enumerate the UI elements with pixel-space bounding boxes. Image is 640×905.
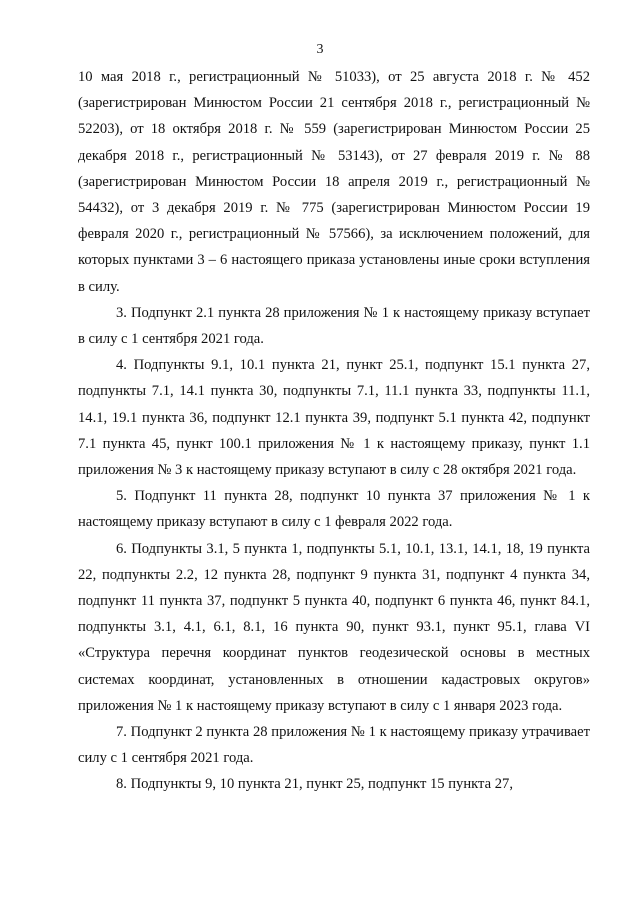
paragraph-8: 8. Подпункты 9, 10 пункта 21, пункт 25, подпункт 15 пункта 27, bbox=[116, 776, 513, 793]
page-number: 3 bbox=[316, 42, 324, 57]
document-body bbox=[78, 64, 590, 798]
paragraph-continuation: 10 мая 2018 г., регистрационный № 51033), от 25 августа 2018 г. № 452 (зарегистрирован Минюстом России 21 сентября 2018 г., регистрационный № 52203), от 18 октября 2018 г. № 559 (зарегистрирован Минюстом России 25 декабря 2018 г., регистрационный № 53143), от 27 февраля 2019 г. № 88 (зарегистрирован Минюстом России 18 апреля 2019 г., регистрационный № 54432), от 3 декабря 2019 г. № 775 (зарегистрирован Минюстом России 19 февраля 2020 г., регистрационный № 57566), за исключением положений, для которых пунктами 3 – 6 настоящего приказа установлены иные сроки вступления в силу. bbox=[78, 69, 590, 295]
paragraph-7: 7. Подпункт 2 пункта 28 приложения № 1 к настоящему приказу утрачивает силу с 1 сентября 2021 года. bbox=[78, 724, 590, 767]
paragraph-6: 6. Подпункты 3.1, 5 пункта 1, подпункты 5.1, 10.1, 13.1, 14.1, 18, 19 пункта 22, подпункты 2.2, 12 пункта 28, подпункт 9 пункта 31, подпункт 4 пункта 34, подпункт 11 пункта 37, подпункт 5 пункта 40, подпункт 6 пункта 46, пункт 84.1, подпункты 3.1, 4.1, 6.1, 8.1, 16 пункта 90, пункт 93.1, пункт 95.1, глава VI «Структура перечня координат пунктов геодезической основы в местных системах координат, установленных в отношении кадастровых округов» приложения № 1 к настоящему приказу вступают в силу с 1 января 2023 года. bbox=[78, 540, 590, 714]
paragraph-3: 3. Подпункт 2.1 пункта 28 приложения № 1 к настоящему приказу вступает в силу с 1 сентября 2021 года. bbox=[78, 304, 590, 348]
paragraph-5: 5. Подпункт 11 пункта 28, подпункт 10 пункта 37 приложения № 1 к настоящему приказу вступают в силу с 1 февраля 2022 года. bbox=[78, 488, 590, 531]
paragraph-4: 4. Подпункты 9.1, 10.1 пункта 21, пункт 25.1, подпункт 15.1 пункта 27, подпункты 7.1, 14.1 пункта 30, подпункты 7.1, 11.1 пункта 33, подпункты 11.1, 14.1, 19.1 пункта 36, подпункт 12.1 пункта 39, подпункт 5.1 пункта 42, подпункт 7.1 пункта 45, пункт 100.1 приложения № 1 к настоящему приказу, пункт 1.1 приложения № 3 к настоящему приказу вступают в силу с 28 октября 2021 года. bbox=[78, 357, 590, 479]
